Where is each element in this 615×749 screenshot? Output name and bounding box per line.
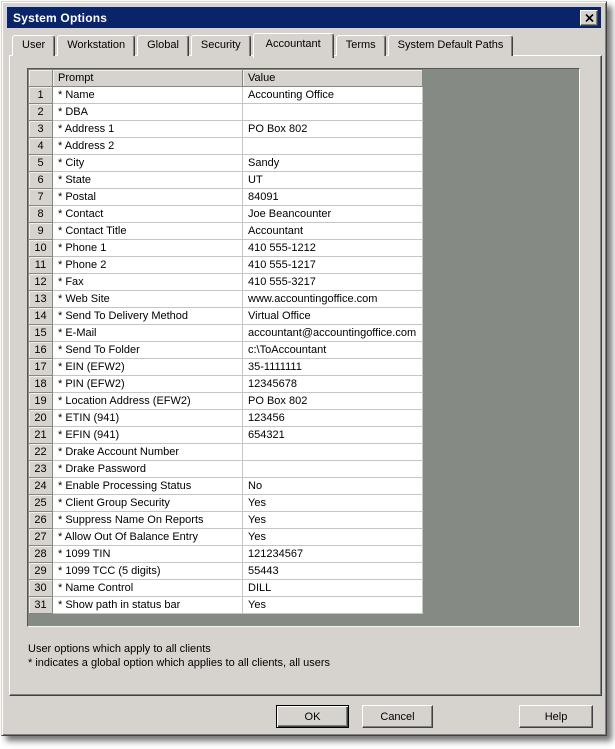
value-cell[interactable] — [243, 104, 423, 121]
footer-note — [28, 642, 330, 670]
row-number[interactable]: 10 — [29, 240, 53, 257]
prompt-cell[interactable]: * ETIN (941) — [53, 410, 243, 427]
prompt-cell[interactable]: * 1099 TCC (5 digits) — [53, 563, 243, 580]
window-title: System Options — [13, 10, 108, 25]
cancel-button[interactable]: Cancel — [362, 705, 433, 728]
tab-security[interactable]: Security — [191, 35, 251, 56]
value-cell[interactable]: Virtual Office — [243, 308, 423, 325]
prompt-cell[interactable]: * Address 2 — [53, 138, 243, 155]
value-cell[interactable]: 35-1111111 — [243, 359, 423, 376]
row-number[interactable]: 18 — [29, 376, 53, 393]
prompt-cell[interactable]: * Address 1 — [53, 121, 243, 138]
prompt-cell[interactable]: * Drake Password — [53, 461, 243, 478]
prompt-cell[interactable]: * Client Group Security — [53, 495, 243, 512]
value-cell[interactable]: Accounting Office — [243, 87, 423, 104]
row-number[interactable]: 9 — [29, 223, 53, 240]
table-row — [29, 206, 423, 223]
tab-system-default-paths[interactable]: System Default Paths — [388, 35, 514, 56]
table-row — [29, 104, 423, 121]
prompt-cell[interactable]: * Location Address (EFW2) — [53, 393, 243, 410]
table-row — [29, 376, 423, 393]
value-cell[interactable]: UT — [243, 172, 423, 189]
prompt-cell[interactable]: * DBA — [53, 104, 243, 121]
value-cell[interactable]: 410 555-3217 — [243, 274, 423, 291]
table-row — [29, 138, 423, 155]
tab-workstation[interactable]: Workstation — [57, 35, 135, 56]
value-cell[interactable]: 12345678 — [243, 376, 423, 393]
tab-user[interactable]: User — [12, 35, 55, 56]
table-row — [29, 342, 423, 359]
row-number[interactable]: 20 — [29, 410, 53, 427]
table-header-row — [29, 70, 423, 87]
table-row — [29, 512, 423, 529]
prompt-cell[interactable]: * PIN (EFW2) — [53, 376, 243, 393]
options-table — [28, 69, 423, 614]
prompt-cell[interactable]: * Name — [53, 87, 243, 104]
row-number[interactable]: 2 — [29, 104, 53, 121]
help-button[interactable]: Help — [519, 705, 593, 728]
value-cell[interactable]: Yes — [243, 512, 423, 529]
options-grid-area — [27, 68, 580, 627]
row-number[interactable]: 8 — [29, 206, 53, 223]
table-row — [29, 223, 423, 240]
value-cell[interactable]: Sandy — [243, 155, 423, 172]
prompt-cell[interactable]: * Suppress Name On Reports — [53, 512, 243, 529]
row-number[interactable]: 3 — [29, 121, 53, 138]
column-header-prompt[interactable]: Prompt — [53, 70, 243, 87]
tab-page-accountant — [9, 55, 602, 696]
prompt-cell[interactable]: * Drake Account Number — [53, 444, 243, 461]
row-number[interactable]: 28 — [29, 546, 53, 563]
table-row — [29, 580, 423, 597]
prompt-cell[interactable]: * Phone 1 — [53, 240, 243, 257]
row-number[interactable]: 25 — [29, 495, 53, 512]
row-number[interactable]: 13 — [29, 291, 53, 308]
table-row — [29, 444, 423, 461]
table-row — [29, 546, 423, 563]
table-row — [29, 529, 423, 546]
value-cell[interactable]: c:\ToAccountant — [243, 342, 423, 359]
value-cell[interactable] — [243, 138, 423, 155]
table-row — [29, 121, 423, 138]
prompt-cell[interactable]: * Contact Title — [53, 223, 243, 240]
table-row — [29, 325, 423, 342]
row-number[interactable]: 5 — [29, 155, 53, 172]
prompt-cell[interactable]: * Postal — [53, 189, 243, 206]
row-number[interactable]: 19 — [29, 393, 53, 410]
value-cell[interactable]: 123456 — [243, 410, 423, 427]
table-row — [29, 427, 423, 444]
prompt-cell[interactable]: * Enable Processing Status — [53, 478, 243, 495]
value-cell[interactable]: No — [243, 478, 423, 495]
value-cell[interactable]: Accountant — [243, 223, 423, 240]
prompt-cell[interactable]: * Send To Folder — [53, 342, 243, 359]
table-row — [29, 359, 423, 376]
row-number[interactable]: 6 — [29, 172, 53, 189]
tab-accountant[interactable]: Accountant — [253, 33, 334, 58]
value-cell[interactable]: Yes — [243, 495, 423, 512]
table-row — [29, 274, 423, 291]
row-number[interactable]: 27 — [29, 529, 53, 546]
close-button[interactable] — [580, 10, 598, 26]
row-number[interactable]: 29 — [29, 563, 53, 580]
value-cell[interactable]: www.accountingoffice.com — [243, 291, 423, 308]
value-cell[interactable]: 654321 — [243, 427, 423, 444]
value-cell[interactable]: Yes — [243, 597, 423, 614]
footer-line-2: * indicates a global option which applies to all clients, all users — [28, 657, 331, 669]
value-cell[interactable]: PO Box 802 — [243, 393, 423, 410]
system-options-window — [1, 1, 607, 736]
prompt-cell[interactable]: * Contact — [53, 206, 243, 223]
prompt-cell[interactable]: * City — [53, 155, 243, 172]
row-number[interactable]: 7 — [29, 189, 53, 206]
value-cell[interactable]: PO Box 802 — [243, 121, 423, 138]
prompt-cell[interactable]: * E-Mail — [53, 325, 243, 342]
value-cell[interactable]: accountant@accountingoffice.com — [243, 325, 423, 342]
close-icon — [585, 14, 594, 22]
prompt-cell[interactable]: * Web Site — [53, 291, 243, 308]
prompt-cell[interactable]: * EIN (EFW2) — [53, 359, 243, 376]
prompt-cell[interactable]: * Fax — [53, 274, 243, 291]
value-cell[interactable]: DILL — [243, 580, 423, 597]
row-number[interactable]: 26 — [29, 512, 53, 529]
row-number[interactable]: 22 — [29, 444, 53, 461]
row-number[interactable]: 21 — [29, 427, 53, 444]
row-number[interactable]: 16 — [29, 342, 53, 359]
prompt-cell[interactable]: * Allow Out Of Balance Entry — [53, 529, 243, 546]
table-row — [29, 240, 423, 257]
value-cell[interactable]: Yes — [243, 529, 423, 546]
row-number[interactable]: 23 — [29, 461, 53, 478]
row-number[interactable]: 17 — [29, 359, 53, 376]
table-row — [29, 291, 423, 308]
table-row — [29, 393, 423, 410]
prompt-cell[interactable]: * Phone 2 — [53, 257, 243, 274]
table-row — [29, 155, 423, 172]
row-number[interactable]: 15 — [29, 325, 53, 342]
prompt-cell[interactable]: * State — [53, 172, 243, 189]
row-number[interactable]: 4 — [29, 138, 53, 155]
tab-global[interactable]: Global — [137, 35, 189, 56]
value-cell[interactable]: 410 555-1217 — [243, 257, 423, 274]
row-number[interactable]: 1 — [29, 87, 53, 104]
tab-terms[interactable]: Terms — [336, 35, 386, 56]
ok-button[interactable]: OK — [276, 705, 349, 728]
prompt-cell[interactable]: * 1099 TIN — [53, 546, 243, 563]
prompt-cell[interactable]: * Send To Delivery Method — [53, 308, 243, 325]
corner-header — [29, 70, 53, 87]
table-row — [29, 563, 423, 580]
table-row — [29, 495, 423, 512]
footer-line-1: User options which apply to all clients — [28, 643, 211, 655]
table-row — [29, 410, 423, 427]
row-number[interactable]: 12 — [29, 274, 53, 291]
column-header-value[interactable]: Value — [243, 70, 423, 87]
prompt-cell[interactable]: * Show path in status bar — [53, 597, 243, 614]
value-cell[interactable]: 121234567 — [243, 546, 423, 563]
titlebar[interactable] — [7, 7, 601, 28]
table-row — [29, 597, 423, 614]
table-row — [29, 189, 423, 206]
row-number[interactable]: 14 — [29, 308, 53, 325]
value-cell[interactable] — [243, 461, 423, 478]
value-cell[interactable] — [243, 444, 423, 461]
table-row — [29, 308, 423, 325]
prompt-cell[interactable]: * EFIN (941) — [53, 427, 243, 444]
row-number[interactable]: 30 — [29, 580, 53, 597]
row-number[interactable]: 24 — [29, 478, 53, 495]
value-cell[interactable]: 55443 — [243, 563, 423, 580]
tab-strip — [12, 32, 515, 56]
table-row — [29, 478, 423, 495]
table-row — [29, 461, 423, 478]
table-row — [29, 172, 423, 189]
row-number[interactable]: 11 — [29, 257, 53, 274]
row-number[interactable]: 31 — [29, 597, 53, 614]
value-cell[interactable]: 84091 — [243, 189, 423, 206]
table-row — [29, 87, 423, 104]
value-cell[interactable]: 410 555-1212 — [243, 240, 423, 257]
table-row — [29, 257, 423, 274]
value-cell[interactable]: Joe Beancounter — [243, 206, 423, 223]
prompt-cell[interactable]: * Name Control — [53, 580, 243, 597]
